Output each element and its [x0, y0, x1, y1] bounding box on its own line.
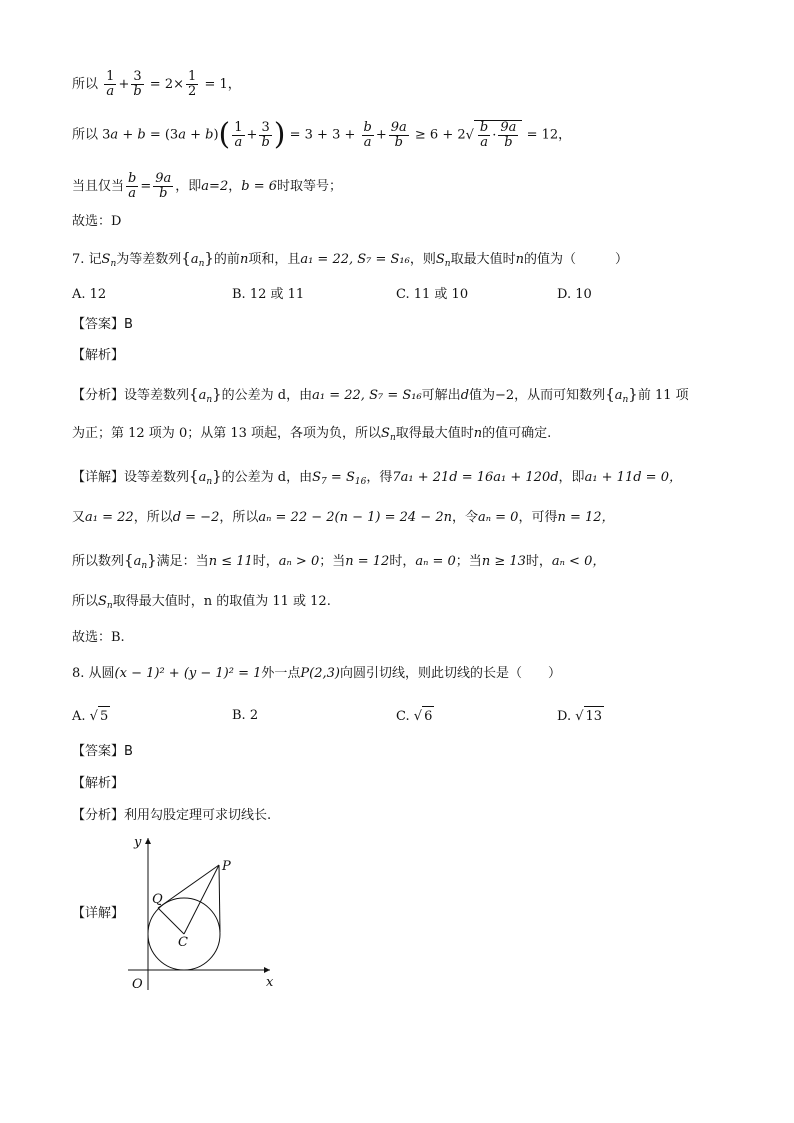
sqrt: √ $\frac{b}{a}$ · $\frac{9a}{b}$: [466, 120, 523, 150]
q7-option-c: C. 11 或 10: [396, 287, 469, 302]
q8-stem: 8. 从圆(x − 1)² + (y − 1)² = 1外一点P(2,3)向圆引切线，则此切线的长是（ ）: [72, 666, 561, 681]
fraction: $\frac{3}{b}$: [133, 69, 142, 99]
q7-fenxi-line1: 【分析】设等差数列$\{a_n\}$的公差为 d，由a₁ = 22, S₇ = S₁₆可解出d值为−2，从而可知数列$\{a_n\}$前 11 项: [72, 385, 689, 405]
line-choice-d: 故选：D: [72, 214, 122, 229]
line-sum-fractions: 所以 $\frac{1}{a}$ + $\frac{3}{b}$ = 2× $\frac{1}{2}$ = 1，: [72, 69, 241, 99]
q7-option-d: D. 10: [557, 287, 592, 302]
text: 所以: [72, 77, 99, 92]
line-pc: [184, 865, 219, 934]
q7-xiangjie-line2: 又a₁ = 22，所以d = −2，所以aₙ = 22 − 2(n − 1) = 24 − 2n，令aₙ = 0，可得n = 12，: [72, 510, 615, 525]
label-x: x: [266, 975, 274, 990]
text: = 1，: [204, 77, 241, 92]
radius-cq: [158, 908, 184, 934]
q7-option-b: B. 12 或 11: [232, 287, 305, 302]
line-equality-condition: 当且仅当 $\frac{b}{a}$ = $\frac{9a}{b}$ ，即a=2，b = 6时取等号；: [72, 171, 342, 201]
fraction: $\frac{1}{2}$: [188, 69, 197, 99]
text: = 12，: [526, 127, 572, 143]
q8-answer: 【答案】B: [72, 744, 133, 759]
q7-xiangjie-line3: 所以数列$\{a_n\}$满足：当n ≤ 11时，aₙ > 0；当n = 12时，aₙ = 0；当n ≥ 13时，aₙ < 0，: [72, 551, 606, 571]
tangent-line-pq: [158, 865, 219, 908]
q8-analysis-label: 【解析】: [72, 776, 125, 791]
q7-choice-b: 故选：B.: [72, 630, 125, 645]
text: 所以: [72, 127, 99, 143]
text: b = 6: [241, 179, 277, 194]
tangent-line-2: [219, 865, 220, 932]
q7-option-a: A. 12: [72, 287, 107, 302]
text: 2×: [164, 77, 185, 92]
q7-answer: 【答案】B: [72, 317, 133, 332]
q8-xiangjie-label: 【详解】: [72, 906, 125, 921]
label-p: P: [222, 859, 231, 874]
q8-option-c: C. √ 6: [396, 706, 434, 727]
q8-option-d: D. √ 13: [557, 706, 604, 727]
fraction: $\frac{1}{a}$: [106, 69, 115, 99]
q7-xiangjie-line4: 所以$S_n$取得最大值时，n 的取值为 11 或 12.: [72, 594, 331, 611]
text: 时取等号；: [276, 179, 342, 194]
label-c: C: [178, 935, 188, 950]
text: ，即: [175, 179, 202, 194]
q8-fenxi: 【分析】利用勾股定理可求切线长.: [72, 808, 272, 823]
label-y: y: [134, 835, 142, 850]
q7-fenxi-line2: 为正；第 12 项为 0；从第 13 项起，各项为负，所以$S_n$取得最大值时n的值可确定.: [72, 426, 552, 443]
text: ，: [228, 179, 242, 194]
q8-option-b: B. 2: [232, 708, 259, 723]
q7-analysis-label: 【解析】: [72, 348, 125, 363]
label-q: Q: [152, 892, 163, 907]
q8-option-a: A. √ 5: [72, 706, 110, 727]
q7-xiangjie-line1: 【详解】设等差数列$\{a_n\}$的公差为 d，由$S_7 = S_{16}$，得7a₁ + 21d = 16a₁ + 120d，即a₁ + 11d = 0，: [72, 467, 682, 487]
q7-stem: 7. 记$S_n$为等差数列$\{a_n\}$的前n项和，且a₁ = 22, S₇ = S₁₆，则$S_n$取最大值时n的值为（ ）: [72, 249, 628, 269]
line-inequality: 所以 3a + b = (3a + b)( $\frac{1}{a}$ + $\frac{3}{b}$ ) = 3 + 3 + $\frac{b}{a}$ + $\frac{9a}{b}$ ≥ 6 + 2√ $\frac{b}{a}$ · $\frac{9a}{b}$ = 12，: [72, 117, 572, 152]
text: 当且仅当: [72, 179, 125, 194]
text: a=2: [201, 179, 229, 194]
tangent-figure: [120, 828, 290, 998]
label-o: O: [132, 977, 143, 992]
